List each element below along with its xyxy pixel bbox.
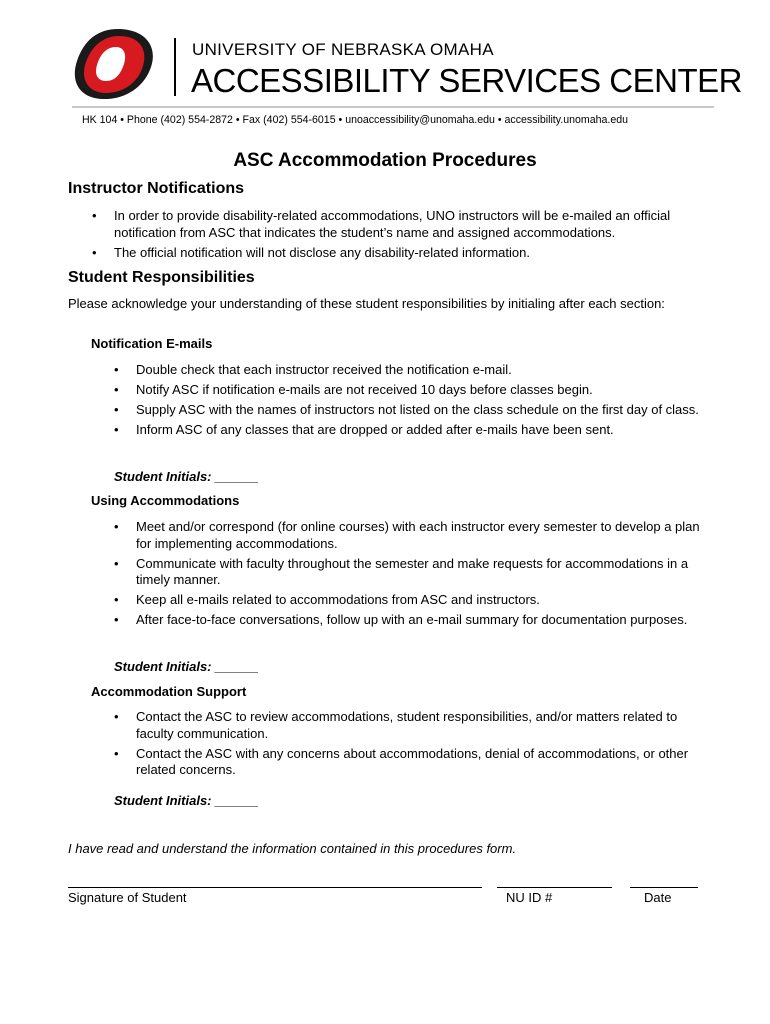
signature-line[interactable] xyxy=(68,887,482,888)
list-item: • Double check that each instructor received the notification e-mail. xyxy=(136,362,702,379)
list-item: • Supply ASC with the names of instructors not listed on the class schedule on the first day of class. xyxy=(136,402,702,419)
accommodation-support-list xyxy=(136,709,702,782)
center-name: ACCESSIBILITY SERVICES CENTER xyxy=(191,62,742,99)
list-item: • Inform ASC of any classes that are dropped or added after e-mails have been sent. xyxy=(136,422,702,439)
using-accommodations-list xyxy=(136,519,702,632)
list-item: • The official notification will not disclose any disability-related information. xyxy=(114,245,694,262)
list-item: • In order to provide disability-related accommodations, UNO instructors will be e-mailed an official notification from ASC that indicates the student’s name and assigned accommodations. xyxy=(114,208,694,241)
signature-label: Signature of Student xyxy=(68,890,187,905)
contact-info: HK 104 • Phone (402) 554-2872 • Fax (402) 554-6015 • unoaccessibility@unomaha.edu • accessibility.unomaha.edu xyxy=(82,114,628,126)
list-item: • Meet and/or correspond (for online courses) with each instructor every semester to develop a plan for implementing accommodations. xyxy=(136,519,702,552)
page-title: ASC Accommodation Procedures xyxy=(233,150,537,171)
list-item: • Contact the ASC to review accommodations, student responsibilities, and/or matters related to faculty communication. xyxy=(136,709,702,742)
university-name: UNIVERSITY OF NEBRASKA OMAHA xyxy=(192,40,494,59)
student-initials-field[interactable]: Student Initials: ______ xyxy=(114,659,259,674)
header-rule xyxy=(72,106,714,108)
responsibilities-intro: Please acknowledge your understanding of these student responsibilities by initialing after each section: xyxy=(68,296,665,311)
date-line[interactable] xyxy=(630,887,698,888)
date-label: Date xyxy=(644,890,672,905)
notification-emails-heading: Notification E-mails xyxy=(91,336,213,351)
list-item: • Notify ASC if notification e-mails are not received 10 days before classes begin. xyxy=(136,382,702,399)
notification-emails-list xyxy=(136,362,702,442)
acknowledgement-statement: I have read and understand the information contained in this procedures form. xyxy=(68,841,517,856)
student-responsibilities-heading: Student Responsibilities xyxy=(68,269,255,286)
list-item: • Keep all e-mails related to accommodations from ASC and instructors. xyxy=(136,592,702,609)
student-initials-field[interactable]: Student Initials: ______ xyxy=(114,793,259,808)
using-accommodations-heading: Using Accommodations xyxy=(91,493,240,508)
instructor-notifications-list xyxy=(114,208,694,265)
student-initials-field[interactable]: Student Initials: ______ xyxy=(114,469,259,484)
uno-logo xyxy=(72,26,158,102)
accommodation-support-heading: Accommodation Support xyxy=(91,684,247,699)
instructor-notifications-heading: Instructor Notifications xyxy=(68,180,245,197)
header-divider xyxy=(174,38,176,96)
nuid-line[interactable] xyxy=(497,887,612,888)
list-item: • Communicate with faculty throughout the semester and make requests for accommodations in a timely manner. xyxy=(136,556,702,589)
list-item: • After face-to-face conversations, follow up with an e-mail summary for documentation purposes. xyxy=(136,612,702,629)
list-item: • Contact the ASC with any concerns about accommodations, denial of accommodations, or other related concerns. xyxy=(136,746,702,779)
nuid-label: NU ID # xyxy=(506,890,553,905)
